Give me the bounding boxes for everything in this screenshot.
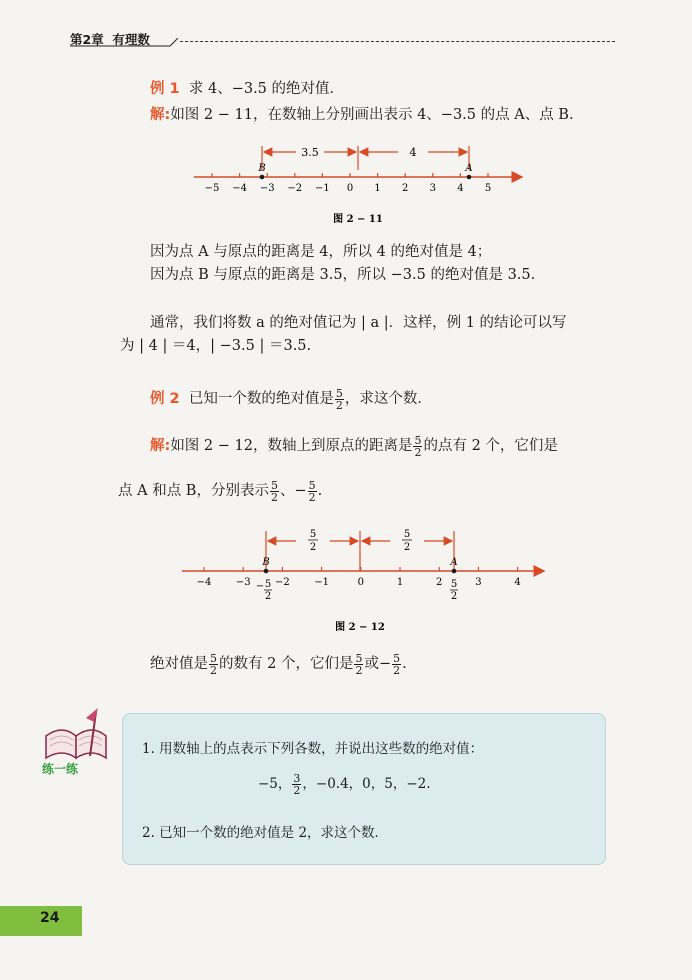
conclusion-or: 或− <box>364 656 392 672</box>
axis-tick-label: 2 <box>436 577 443 588</box>
example2-solution-label: 解: <box>150 438 171 454</box>
point-b-label: B <box>262 557 270 568</box>
example1-solution-label: 解: <box>150 107 171 123</box>
example1-solution-text: 如图 2 − 11，在数轴上分别画出表示 4、−3.5 的点 A、点 B. <box>170 107 574 123</box>
fraction-denominator: 2 <box>308 490 316 504</box>
conclusion-start: 绝对值是 <box>150 656 208 672</box>
example2-question-end: ，求这个数． <box>344 391 432 407</box>
fraction-numerator: 5 <box>355 651 363 665</box>
fraction-denominator: 2 <box>450 591 458 602</box>
notation-line-2: 为 | 4 | ＝4，| −3.5 | ＝3.5. <box>120 338 312 354</box>
fraction-numerator: 5 <box>403 529 411 540</box>
figure1-caption: 图 2 − 11 <box>333 214 383 225</box>
example2-points-text: 点 A 和点 B，分别表示 <box>118 483 269 499</box>
point-b-label: B <box>258 163 266 174</box>
example2-separator: 、− <box>279 483 307 499</box>
exercise-numbers-start: −5， <box>258 776 292 792</box>
fraction-numerator: 3 <box>293 772 301 785</box>
reason-line-1: 因为点 A 与原点的距离是 4，所以 4 的绝对值是 4； <box>150 244 492 260</box>
axis-tick-label: 3 <box>429 183 436 194</box>
fraction-numerator: 5 <box>309 529 317 540</box>
chapter-number: 第2章 <box>70 32 104 47</box>
fraction-denominator: 2 <box>355 663 363 677</box>
axis-tick-label: 3 <box>475 577 482 588</box>
example1-label: 例 1 <box>150 81 180 97</box>
exercise-numbers <box>258 772 431 796</box>
fraction-five-halves <box>413 435 422 458</box>
axis-ticks <box>205 173 492 194</box>
axis-tick-label: −4 <box>196 577 212 588</box>
exercise-question-2: 2. 已知一个数的绝对值是 2，求这个数． <box>142 825 389 841</box>
fraction-denominator: 2 <box>414 445 422 459</box>
fraction-five-halves <box>209 653 218 676</box>
point-a <box>467 175 472 180</box>
fraction-three-halves <box>292 773 301 796</box>
fraction-numerator: 5 <box>270 478 278 492</box>
page-number: 24 <box>40 910 60 926</box>
axis-tick-label: −5 <box>204 183 220 194</box>
axis-tick-label: 5 <box>484 183 492 194</box>
exercise-numbers-end: ，−0.4，0，5，−2. <box>302 776 431 792</box>
example2-question-line <box>150 387 432 411</box>
example2-solution-line-2 <box>118 479 322 503</box>
fraction-denominator: 2 <box>393 663 401 677</box>
conclusion-mid: 的数有 2 个，它们是 <box>219 656 354 672</box>
distance-a-label: 4 <box>409 146 417 159</box>
axis-tick-label: −3 <box>235 577 251 588</box>
fraction-denominator: 2 <box>264 591 272 602</box>
distance-a-fraction <box>402 529 412 553</box>
axis-ticks <box>197 567 521 588</box>
point-a <box>452 569 457 574</box>
conclusion-line <box>150 652 407 676</box>
axis-tick-label: −4 <box>232 183 247 194</box>
example2-label: 例 2 <box>150 391 180 407</box>
axis-tick-label: −2 <box>275 577 290 588</box>
figure2-caption: 图 2 − 12 <box>335 622 385 633</box>
example2-solution-mid: 的点有 2 个，它们是 <box>423 438 558 454</box>
axis-tick-label: −1 <box>314 577 329 588</box>
axis-tick-label: 4 <box>514 577 521 588</box>
fraction-numerator: 5 <box>393 651 401 665</box>
point-b <box>264 569 269 574</box>
tick-five-halves <box>450 579 458 602</box>
svg-text:−: − <box>255 581 265 592</box>
fraction-numerator: 5 <box>210 651 217 665</box>
fraction-numerator: 5 <box>264 579 272 590</box>
fraction-numerator: 5 <box>308 478 316 492</box>
example2-question-start: 已知一个数的绝对值是 <box>188 391 334 407</box>
axis-tick-label: 4 <box>457 183 464 194</box>
axis-tick-label: 1 <box>396 577 404 588</box>
fraction-denominator: 2 <box>293 784 301 797</box>
example2-solution-start: 如图 2 − 12，数轴上到原点的距离是 <box>170 438 413 454</box>
reason-line-2: 因为点 B 与原点的距离是 3.5，所以 −3.5 的绝对值是 3.5. <box>150 267 536 283</box>
example1-solution-line <box>150 103 574 124</box>
fraction-denominator: 2 <box>210 663 217 677</box>
example2-end: . <box>317 483 323 499</box>
conclusion-end: . <box>402 656 407 672</box>
book-icon <box>40 706 112 766</box>
fraction-denominator: 2 <box>335 398 343 412</box>
axis-tick-label: 1 <box>374 183 381 194</box>
example2-solution-line-1 <box>150 434 558 458</box>
number-line-figure-1 <box>190 138 530 233</box>
fraction-five-halves <box>308 480 317 503</box>
fraction-numerator: 5 <box>414 433 422 447</box>
fraction-numerator: 5 <box>335 386 343 400</box>
fraction-five-halves <box>354 653 363 676</box>
distance-b-fraction <box>308 529 318 553</box>
header-dash-rule <box>180 41 615 42</box>
exercise-badge: 练一练 <box>42 762 79 776</box>
tick-neg-five-halves <box>256 579 272 602</box>
example1-question-line <box>150 77 344 98</box>
notation-line-1: 通常，我们将数 a 的绝对值记为 | a |．这样，例 1 的结论可以写 <box>150 315 567 331</box>
axis-tick-label: −1 <box>315 183 330 194</box>
point-b <box>260 175 265 180</box>
axis-tick-label: −2 <box>287 183 303 194</box>
distance-b-label: 3.5 <box>301 146 319 159</box>
axis-tick-label: −3 <box>259 183 275 194</box>
point-a-label: A <box>450 557 458 568</box>
header-slash <box>70 38 190 50</box>
fraction-five-halves <box>270 480 279 503</box>
chapter-title: 有理数 <box>112 32 150 47</box>
exercise-question-1: 1. 用数轴上的点表示下列各数，并说出这些数的绝对值： <box>142 741 484 757</box>
number-line-figure-2 <box>178 525 550 640</box>
fraction-denominator: 2 <box>403 542 411 553</box>
fraction-denominator: 2 <box>270 490 278 504</box>
example1-question: 求 4、−3.5 的绝对值． <box>188 81 345 97</box>
fraction-five-halves <box>392 653 401 676</box>
axis-tick-label: 2 <box>402 183 409 194</box>
fraction-numerator: 5 <box>450 579 458 590</box>
axis-tick-label: 0 <box>346 183 354 194</box>
fraction-five-halves <box>335 388 344 411</box>
axis-tick-label: 0 <box>357 577 364 588</box>
fraction-denominator: 2 <box>309 542 317 553</box>
point-a-label: A <box>465 163 473 174</box>
